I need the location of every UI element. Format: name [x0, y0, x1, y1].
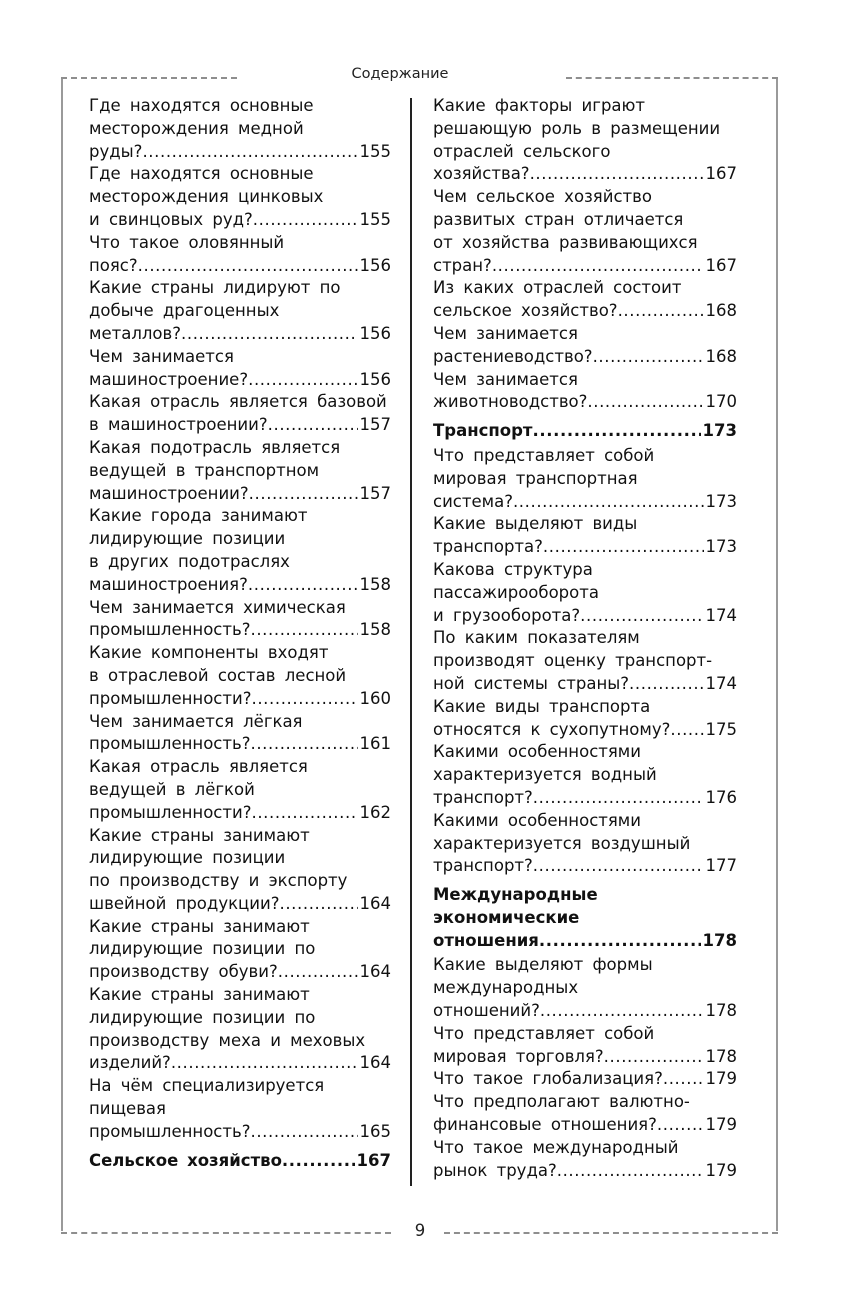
dot-leader — [657, 1114, 704, 1137]
toc-entry-line: лидирующие позиции по — [89, 939, 316, 959]
toc-page-number: 161 — [359, 734, 391, 754]
toc-entry[interactable] — [433, 741, 737, 809]
toc-entry-line: Что представляет собой — [433, 445, 655, 465]
toc-entry-line: в других подотраслях — [89, 551, 290, 571]
toc-page-number: 156 — [359, 369, 391, 389]
toc-entry[interactable] — [89, 346, 391, 392]
header-dash-left — [61, 77, 237, 79]
toc-page-number: 178 — [705, 1046, 737, 1066]
dot-leader — [138, 255, 358, 278]
toc-entry-line: На чём специализируется — [89, 1076, 325, 1096]
toc-entry-line: Международные — [433, 885, 598, 905]
toc-entry-title: отношения — [433, 930, 539, 950]
toc-entry-leader-line — [433, 673, 737, 696]
toc-entry[interactable] — [89, 277, 391, 345]
toc-entry-title: машиностроения? — [89, 574, 248, 594]
toc-entry-leader-line — [89, 733, 391, 756]
toc-entry-line: ведущей в лёгкой — [89, 779, 255, 799]
toc-entry-title: Транспорт — [433, 421, 533, 441]
toc-entry-leader-line — [433, 605, 737, 628]
toc-entry-line: решающую роль в размещении — [433, 118, 721, 138]
toc-page-number: 156 — [359, 323, 391, 343]
toc-page-number: 157 — [359, 483, 391, 503]
toc-entry-leader-line — [89, 255, 391, 278]
toc-entry-title: промышленность? — [89, 1121, 251, 1141]
toc-entry-title: транспорт? — [433, 787, 533, 807]
dot-leader — [250, 733, 357, 756]
toc-page-number: 167 — [356, 1150, 391, 1170]
toc-entry-title: животноводство? — [433, 392, 588, 412]
dot-leader — [250, 1121, 357, 1144]
toc-entry-line: в отраслевой состав лесной — [89, 665, 347, 685]
toc-entry-leader-line — [89, 414, 391, 437]
toc-entry[interactable] — [433, 810, 737, 878]
toc-entry-line: месторождения цинковых — [89, 187, 324, 207]
toc-page-number: 174 — [705, 673, 737, 693]
toc-page-number: 157 — [359, 415, 391, 435]
dot-leader — [249, 483, 358, 506]
toc-entry-line: Какие города занимают — [89, 506, 308, 526]
toc-entry-title: машиностроении? — [89, 483, 249, 503]
toc-entry-leader-line — [433, 346, 737, 369]
toc-entry-line: лидирующие позиции — [89, 848, 286, 868]
toc-entry-title: и грузооборота? — [433, 605, 581, 625]
toc-entry-title: и свинцовых руд? — [89, 209, 253, 229]
toc-entry-title: швейной продукции? — [89, 893, 280, 913]
toc-entry-leader-line — [89, 1121, 391, 1144]
toc-entry-title: металлов? — [89, 323, 181, 343]
toc-entry[interactable] — [433, 1023, 737, 1069]
toc-entry[interactable] — [433, 1137, 737, 1183]
toc-entry-line: Какие виды транспорта — [433, 696, 651, 716]
dot-leader — [278, 961, 358, 984]
toc-entry[interactable] — [89, 232, 391, 278]
footer-dash-right — [444, 1232, 778, 1234]
toc-entry-line: по производству и экспорту — [89, 871, 348, 891]
dot-leader — [663, 1068, 704, 1091]
toc-entry[interactable] — [433, 1091, 737, 1137]
toc-page-number: 176 — [705, 787, 737, 807]
toc-entry-leader-line — [89, 209, 391, 232]
toc-entry-leader-line — [433, 163, 737, 186]
toc-page-number: 167 — [705, 164, 737, 184]
toc-entry-title: машиностроение? — [89, 369, 249, 389]
toc-entry-line: международных — [433, 978, 579, 998]
toc-entry-leader-line — [89, 893, 391, 916]
toc-entry-title: растениеводство? — [433, 346, 593, 366]
toc-page-number: 175 — [705, 719, 737, 739]
toc-entry[interactable] — [433, 627, 737, 695]
toc-page-number: 170 — [705, 392, 737, 412]
toc-page-number: 173 — [705, 537, 737, 557]
toc-entry-title: Что такое глобализация? — [433, 1069, 663, 1089]
dot-leader — [251, 688, 357, 711]
toc-column-right — [433, 95, 737, 1182]
toc-page-number: 162 — [359, 802, 391, 822]
toc-entry-line: Чем сельское хозяйство — [433, 187, 652, 207]
toc-entry[interactable] — [433, 1068, 737, 1091]
toc-entry[interactable] — [89, 711, 391, 757]
toc-entry-line: месторождения медной — [89, 118, 304, 138]
dot-leader — [282, 1150, 355, 1173]
toc-entry-title: производству обуви? — [89, 962, 278, 982]
dot-leader — [580, 605, 703, 628]
toc-entry-line: Какая отрасль является базовой — [89, 392, 387, 412]
toc-entry-title: промышленности? — [89, 688, 252, 708]
toc-entry-line: Какие страны занимают — [89, 916, 310, 936]
toc-entry-line: развитых стран отличается — [433, 209, 684, 229]
toc-page-number: 158 — [359, 620, 391, 640]
dot-leader — [533, 855, 704, 878]
toc-entry-line: Что такое международный — [433, 1137, 679, 1157]
toc-entry-line: ведущей в транспортном — [89, 460, 320, 480]
page-frame-left — [61, 78, 63, 1231]
toc-entry-title: рынок труда? — [433, 1160, 557, 1180]
toc-entry-line: Какими особенностями — [433, 810, 641, 830]
dot-leader — [629, 673, 703, 696]
toc-entry-leader-line — [433, 1068, 737, 1091]
dot-leader — [248, 369, 357, 392]
toc-page-number: 168 — [705, 346, 737, 366]
dot-leader — [539, 930, 701, 953]
toc-entry-leader-line — [433, 420, 737, 443]
dot-leader — [533, 787, 704, 810]
dot-leader — [513, 491, 704, 514]
dot-leader — [618, 300, 704, 323]
toc-entry-line: производят оценку транспорт- — [433, 651, 713, 671]
dot-leader — [268, 414, 358, 437]
toc-page-number: 168 — [705, 301, 737, 321]
toc-entry-leader-line — [433, 787, 737, 810]
dot-leader — [543, 536, 704, 559]
toc-entry[interactable] — [89, 984, 391, 1075]
dot-leader — [533, 420, 701, 443]
toc-entry-title: транспорт? — [433, 856, 533, 876]
toc-entry-line: Из каких отраслей состоит — [433, 278, 682, 298]
toc-entry-line: Какая отрасль является — [89, 757, 308, 777]
toc-entry[interactable] — [89, 1075, 391, 1143]
toc-entry-leader-line — [89, 802, 391, 825]
toc-page-number: 164 — [359, 1053, 391, 1073]
toc-page-number: 174 — [705, 605, 737, 625]
toc-entry-line: Чем занимается — [89, 346, 234, 366]
toc-entry-title: транспорта? — [433, 537, 543, 557]
toc-entry[interactable] — [433, 513, 737, 559]
toc-entry-leader-line — [89, 574, 391, 597]
toc-entry-title: финансовые отношения? — [433, 1115, 657, 1135]
dot-leader — [530, 163, 704, 186]
footer-dash-left — [61, 1232, 391, 1234]
toc-page-number: 173 — [702, 421, 737, 441]
dot-leader — [142, 141, 357, 164]
dot-leader — [253, 209, 358, 232]
toc-entry[interactable] — [89, 505, 391, 596]
toc-entry[interactable] — [433, 186, 737, 277]
toc-entry-title: система? — [433, 491, 513, 511]
toc-entry[interactable] — [433, 954, 737, 1022]
toc-entry[interactable] — [89, 597, 391, 643]
toc-entry-line: Какие страны занимают — [89, 985, 310, 1005]
toc-page-number: 165 — [359, 1121, 391, 1141]
toc-entry-title: изделий? — [89, 1053, 171, 1073]
toc-entry-line: экономические — [433, 907, 580, 927]
toc-entry-line: Какие страны лидируют по — [89, 278, 341, 298]
toc-entry[interactable] — [89, 95, 391, 163]
toc-entry[interactable] — [89, 916, 391, 984]
toc-page-number: 178 — [705, 1001, 737, 1021]
toc-entry-leader-line — [433, 1160, 737, 1183]
toc-entry-leader-line — [433, 1046, 737, 1069]
running-header: Содержание — [351, 66, 449, 82]
toc-entry-line: Чем занимается — [433, 369, 578, 389]
toc-entry-leader-line — [433, 1114, 737, 1137]
toc-entry-line: лидирующие позиции по — [89, 1007, 316, 1027]
dot-leader — [250, 619, 357, 642]
toc-entry-title: пояс? — [89, 255, 138, 275]
toc-entry-leader-line — [89, 619, 391, 642]
toc-entry-leader-line — [433, 300, 737, 323]
toc-entry-line: Какая подотрасль является — [89, 437, 341, 457]
toc-entry-title: отношений? — [433, 1001, 540, 1021]
toc-entry-line: Какие факторы играют — [433, 96, 646, 115]
dot-leader — [251, 802, 357, 825]
toc-entry-line: производству меха и меховых — [89, 1030, 366, 1050]
toc-entry-line: Какие компоненты входят — [89, 643, 329, 663]
toc-page-number: 158 — [359, 574, 391, 594]
toc-section[interactable] — [89, 1150, 391, 1173]
toc-entry-leader-line — [433, 1000, 737, 1023]
toc-page-number: 160 — [359, 688, 391, 708]
toc-entry-leader-line — [89, 961, 391, 984]
toc-entry-line: характеризуется водный — [433, 765, 657, 785]
toc-page-number: 173 — [705, 491, 737, 511]
toc-entry-leader-line — [89, 1150, 391, 1173]
toc-entry[interactable] — [433, 559, 737, 627]
dot-leader — [248, 574, 358, 597]
dot-leader — [593, 346, 704, 369]
toc-entry-line: Чем занимается лёгкая — [89, 711, 303, 731]
toc-entry-leader-line — [433, 855, 737, 878]
toc-entry[interactable] — [433, 696, 737, 742]
toc-page-number: 179 — [705, 1069, 737, 1089]
header-dash-right — [566, 77, 778, 79]
toc-entry-line: Что предполагают валютно- — [433, 1092, 690, 1112]
toc-entry-title: промышленность? — [89, 620, 251, 640]
toc-entry-leader-line — [89, 141, 391, 164]
toc-entry-line: Что представляет собой — [433, 1023, 655, 1043]
dot-leader — [279, 893, 357, 916]
toc-entry-leader-line — [433, 719, 737, 742]
page-frame-right — [776, 78, 778, 1231]
toc-entry-title: ной системы страны? — [433, 673, 630, 693]
toc-entry-leader-line — [433, 930, 737, 953]
toc-entry[interactable] — [433, 369, 737, 415]
toc-entry[interactable] — [433, 95, 737, 186]
dot-leader — [670, 719, 703, 742]
toc-entry-line: Какими особенностями — [433, 742, 641, 762]
toc-page-number: 179 — [705, 1160, 737, 1180]
toc-entry[interactable] — [89, 825, 391, 916]
toc-entry[interactable] — [89, 163, 391, 231]
toc-entry[interactable] — [89, 391, 391, 437]
toc-page-number: 164 — [359, 962, 391, 982]
toc-entry[interactable] — [89, 756, 391, 824]
toc-entry-line: Какие выделяют формы — [433, 955, 653, 975]
toc-entry-line: лидирующие позиции — [89, 529, 286, 549]
toc-entry-line: Чем занимается химическая — [89, 597, 346, 617]
toc-entry-title: мировая торговля? — [433, 1046, 604, 1066]
toc-page-number: 164 — [359, 893, 391, 913]
toc-entry-title: хозяйства? — [433, 164, 530, 184]
toc-entry-line: пассажирооборота — [433, 582, 599, 602]
dot-leader — [604, 1046, 704, 1069]
toc-entry-line: характеризуется воздушный — [433, 833, 691, 853]
toc-entry-line: По каким показателям — [433, 628, 640, 648]
toc-entry-line: Какие страны занимают — [89, 825, 310, 845]
toc-entry-title: промышленность? — [89, 734, 251, 754]
toc-entry-line: Где находятся основные — [89, 164, 314, 184]
toc-entry-title: относятся к сухопутному? — [433, 719, 671, 739]
toc-entry-title: Сельское хозяйство — [89, 1150, 282, 1170]
toc-entry-leader-line — [433, 536, 737, 559]
toc-entry-line: Что такое оловянный — [89, 232, 285, 252]
toc-page-number: 177 — [705, 856, 737, 876]
toc-entry-line: отраслей сельского — [433, 141, 611, 161]
toc-entry[interactable] — [433, 323, 737, 369]
toc-entry-line: Чем занимается — [433, 323, 578, 343]
dot-leader — [557, 1160, 704, 1183]
toc-entry-leader-line — [433, 491, 737, 514]
page-number: 9 — [414, 1221, 426, 1240]
dot-leader — [171, 1052, 358, 1075]
toc-entry-leader-line — [89, 483, 391, 506]
toc-entry-line: добыче драгоценных — [89, 301, 280, 321]
toc-entry-title: руды? — [89, 141, 143, 161]
toc-page-number: 156 — [359, 255, 391, 275]
toc-page-number: 155 — [359, 141, 391, 161]
toc-entry-line: Где находятся основные — [89, 96, 314, 115]
toc-page-number: 179 — [705, 1115, 737, 1135]
toc-page-number: 155 — [359, 209, 391, 229]
toc-entry-leader-line — [89, 688, 391, 711]
dot-leader — [540, 1000, 704, 1023]
toc-entry-title: в машиностроении? — [89, 415, 268, 435]
dot-leader — [492, 255, 704, 278]
toc-entry-leader-line — [89, 323, 391, 346]
toc-section[interactable] — [433, 884, 737, 952]
toc-entry[interactable] — [433, 277, 737, 323]
toc-column-left — [89, 95, 391, 1174]
toc-entry-line: пищевая — [89, 1099, 166, 1119]
toc-entry-title: промышленности? — [89, 802, 252, 822]
dot-leader — [587, 391, 703, 414]
toc-entry[interactable] — [89, 642, 391, 710]
toc-page-number: 167 — [705, 255, 737, 275]
toc-entry-title: сельское хозяйство? — [433, 301, 618, 321]
toc-entry-leader-line — [433, 255, 737, 278]
column-divider — [410, 98, 412, 1186]
toc-entry-leader-line — [89, 1052, 391, 1075]
toc-entry-line: Какова структура — [433, 559, 593, 579]
toc-entry-line: Какие выделяют виды — [433, 514, 638, 534]
toc-entry[interactable] — [433, 445, 737, 513]
toc-entry-leader-line — [433, 391, 737, 414]
toc-page-number: 178 — [702, 930, 737, 950]
dot-leader — [181, 323, 358, 346]
toc-entry-leader-line — [89, 369, 391, 392]
toc-section[interactable] — [433, 420, 737, 443]
toc-entry-line: мировая транспортная — [433, 468, 638, 488]
toc-entry-line: от хозяйства развивающихся — [433, 232, 698, 252]
toc-entry-title: стран? — [433, 255, 492, 275]
toc-entry[interactable] — [89, 437, 391, 505]
